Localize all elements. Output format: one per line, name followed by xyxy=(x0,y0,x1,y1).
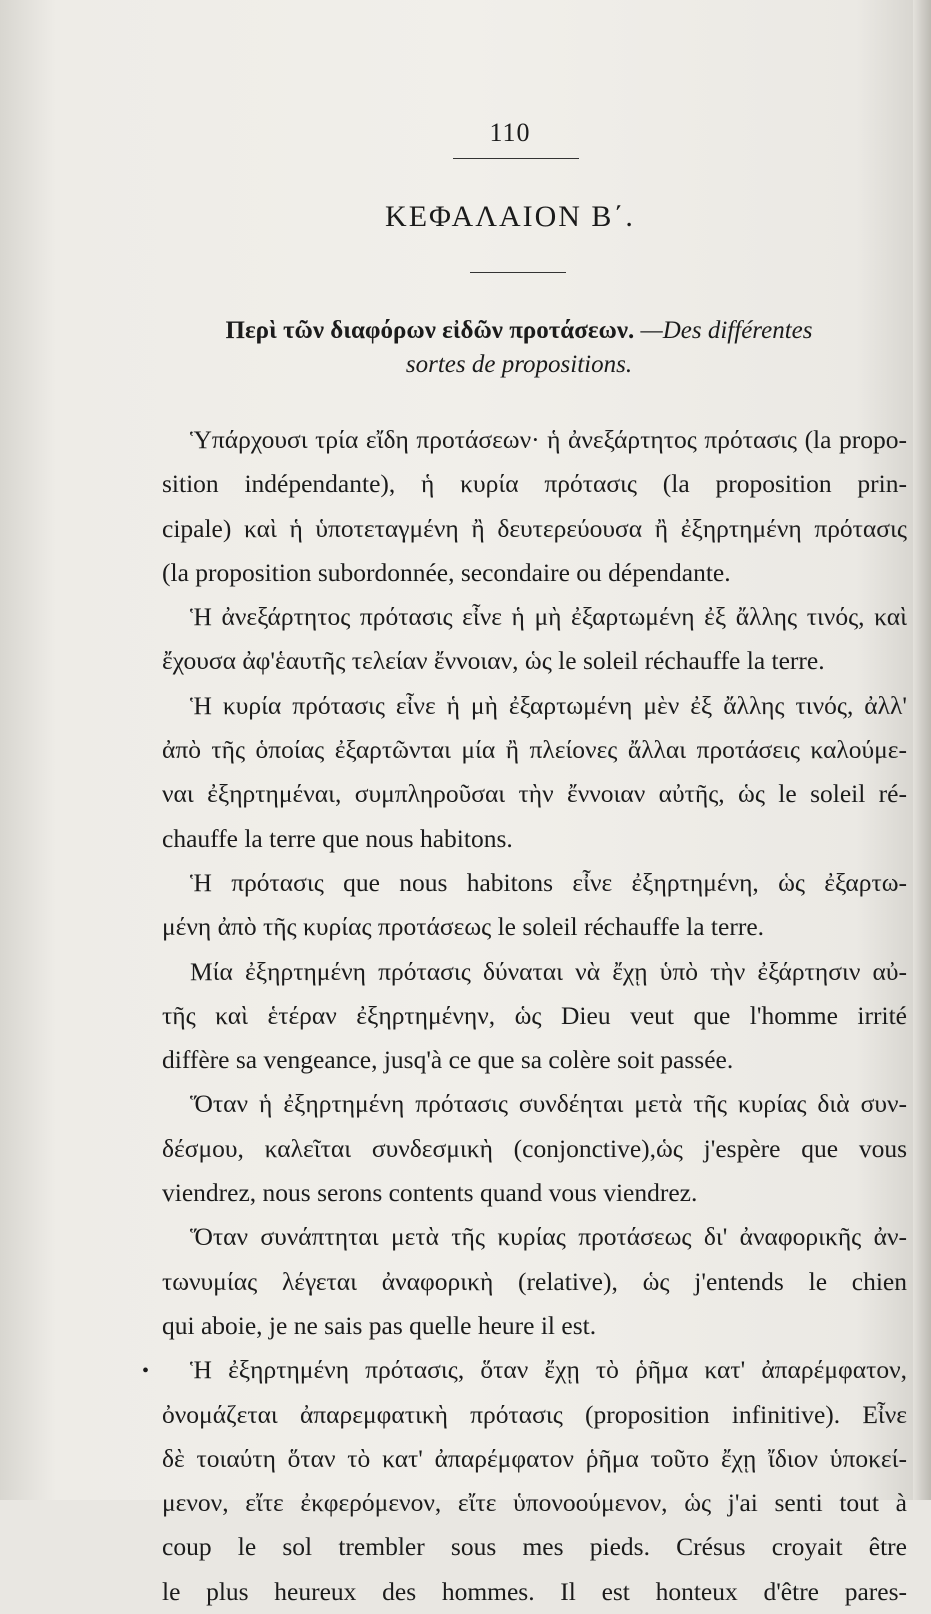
text-line: δὲ τοιαύτη ὅταν τὸ κατ' ἀπαρέμφατον ῥῆμα τοῦτο ἔχῃ ἴδιον ὑποκεί- xyxy=(162,1443,907,1473)
text-line: viendrez, nous serons contents quand vous viendrez. xyxy=(162,1178,698,1208)
text-line: ὀνομάζεται ἀπαρεμφατικὴ πρότασις (proposition infinitive). Εἶνε xyxy=(162,1399,907,1429)
text-line: Ἡ ἐξηρτημένη πρότασις, ὅταν ἔχῃ τὸ ῥῆμα κατ' ἀπαρέμφατον, xyxy=(190,1355,907,1385)
margin-bullet-mark: • xyxy=(142,1360,150,1382)
text-line: Ἡ κυρία πρότασις εἶνε ἡ μὴ ἐξαρτωμένη μὲν ἐξ ἄλλης τινός, ἀλλ' xyxy=(190,690,907,720)
chapter-title: ΚΕΦΑΛΑΙΟΝ Β΄. xyxy=(385,200,635,233)
page-edge xyxy=(913,0,931,1500)
text-line: diffère sa vengeance, jusq'à ce que sa colère soit passée. xyxy=(162,1045,734,1075)
text-line: μένη ἀπὸ τῆς κυρίας προτάσεως le soleil réchauffe la terre. xyxy=(162,912,765,942)
text-line: ἀπὸ τῆς ὁποίας ἐξαρτῶνται μία ἢ πλείονες ἄλλαι προτάσεις καλούμε- xyxy=(162,735,907,765)
text-line: μενον, εἴτε ἐκφερόμενον, εἴτε ὑπονοούμενον, ὡς j'ai senti tout à xyxy=(162,1488,907,1518)
text-line: chauffe la terre que nous habitons. xyxy=(162,823,513,853)
text-line: (la proposition subordonnée, secondaire ou dépendante. xyxy=(162,557,731,587)
text-line: ἔχουσα ἀφ'ἑαυτῆς τελείαν ἔννοιαν, ὡς le soleil réchauffe la terre. xyxy=(162,646,825,676)
text-line: Ἡ πρότασις que nous habitons εἶνε ἐξηρτημένη, ὡς ἐξαρτω- xyxy=(190,867,907,897)
divider-rule xyxy=(453,158,579,159)
page-number: 110 xyxy=(489,118,531,147)
text-line: Ἡ ἀνεξάρτητος πρότασις εἶνε ἡ μὴ ἐξαρτωμένη ἐξ ἄλλης τινός, καὶ xyxy=(190,602,907,632)
text-line: Μία ἐξηρτημένη πρότασις δύναται νὰ ἔχῃ ὑπὸ τὴν ἐξάρτησιν αὐ- xyxy=(190,956,907,986)
text-line: τωνυμίας λέγεται ἀναφορικὴ (relative), ὡς j'entends le chien xyxy=(162,1266,907,1296)
divider-rule xyxy=(470,272,566,273)
text-line: δέσμου, καλεῖται συνδεσμικὴ (conjonctive),ὡς j'espère que vous xyxy=(162,1133,907,1163)
body-text xyxy=(162,418,907,1614)
section-heading-french-2: sortes de propositions. xyxy=(405,351,633,378)
text-line: qui aboie, je ne sais pas quelle heure il est. xyxy=(162,1310,597,1340)
text-line: Ὅταν συνάπτηται μετὰ τῆς κυρίας προτάσεως δι' ἀναφορικῆς ἀν- xyxy=(190,1222,907,1252)
text-line: τῆς καὶ ἑτέραν ἐξηρτημένην, ὡς Dieu veut que l'homme irrité xyxy=(162,1000,907,1030)
text-line: cipale) καὶ ἡ ὑποτεταγμένη ἢ δευτερεύουσα ἢ ἐξηρτημένη πρότασις xyxy=(162,513,907,543)
text-line: coup le sol trembler sous mes pieds. Crésus croyait être xyxy=(162,1532,907,1562)
section-heading xyxy=(148,314,890,382)
text-line: sition indépendante), ἡ κυρία πρότασις (la proposition prin- xyxy=(162,469,907,499)
text-line: ναι ἐξηρτημέναι, συμπληροῦσαι τὴν ἔννοιαν αὐτῆς, ὡς le soleil ré- xyxy=(162,779,907,809)
section-heading-french-1: —Des différentes xyxy=(640,317,813,344)
section-heading-greek: Περὶ τῶν διαφόρων εἰδῶν προτάσεων. xyxy=(225,317,635,344)
text-line: Ὅταν ἡ ἐξηρτημένη πρότασις συνδέηται μετὰ τῆς κυρίας διὰ συν- xyxy=(190,1089,907,1119)
text-line: le plus heureux des hommes. Il est honteux d'être pares- xyxy=(162,1576,907,1606)
text-line: Ὑπάρχουσι τρία εἴδη προτάσεων· ἡ ἀνεξάρτητος πρότασις (la propo- xyxy=(190,425,907,454)
